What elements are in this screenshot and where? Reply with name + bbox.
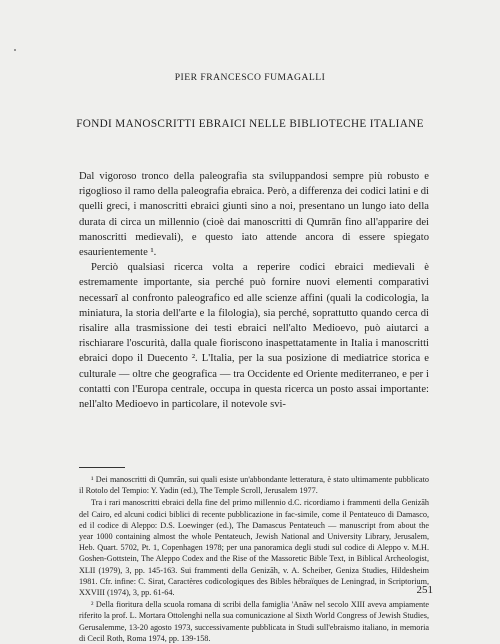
- footnote-separator: [79, 467, 125, 468]
- paragraph: Perciò qualsiasi ricerca volta a reperire codici ebraici medievali è estremamente importante, sia perché può fornire nuovi elementi comparativi necessarî al confronto paleografico ed alle scienze affini (quali la codicologia, la miniatura, la storia dell'arte e la filologia), sia perché, soprattutto quando cerca di risalire alla trasmissione dei testi ebraici nell'alto Medioevo, può aiutarci a rischiarare l'oscurità, dalla quale fioriscono inaspettatamente in Italia i manoscritti ebraici dopo il Duecento ². L'Italia, per la sua posizione di mediatrice storica e culturale — oltre che geografica — tra Occidente ed Oriente mediterraneo, e per i contatti con l'Europa centrale, occupa in questa ricerca un posto assai importante: nell'alto Medioevo in particolare, il notevole svi-: [79, 262, 429, 411]
- page-number: 251: [416, 584, 433, 596]
- footnote: ¹ Dei manoscritti di Qumrān, sui quali esiste un'abbondante letteratura, è stato ultimamente pubblicato il Rotolo del Tempio: Y. Yadin (ed.), The Temple Scroll, Jerusalem 1977.: [79, 475, 429, 496]
- footnote: ² Della fioritura della scuola romana di scribi della famiglia 'Anāw nel secolo XIII aveva ampiamente riferito la prof. L. Mortara Ottolenghi nella sua comunicazione al Sixth World Congress of Jewish Studies, Gerusalemme, 13-20 agosto 1973, successivamente pubblicata in Studi sull'ebraismo italiano, in memoria di Cecil Roth, Roma 1974, pp. 139-158.: [79, 600, 429, 643]
- paper-speck: [14, 49, 16, 51]
- footnotes: [79, 474, 429, 644]
- paragraph: Dal vigoroso tronco della paleografia sta sviluppandosi sempre più robusto e rigoglioso il ramo della paleografia ebraica. Però, a differenza dei codici latini e di quelli greci, i manoscritti ebraici giunti sino a noi, presentano un lungo iato della durata di circa un millennio (cioè dai manoscritti di Qumrān fino all'apparire dei manoscritti medievali), e questo iato attende ancora di essere spiegato esaurientemente ¹.: [79, 171, 429, 259]
- footnote: Tra i rari manoscritti ebraici della fine del primo millennio d.C. ricordiamo i frammenti della Genizāh del Cairo, ed alcuni codici biblici di recente pubblicazione in fac-simile, come il Pentateuco di Damasco, ed il codice di Aleppo: D.S. Loewinger (ed.), The Damascus Pentateuch — manuscript from about the year 1000 containing almost the whole Pentateuch, Jewish National and University Library, Jerusalem, Heb. Quart. 5702, Pt. 1, Copenhagen 1978; per una panoramica degli studi sul codice di Aleppo v. M.H. Goshen-Gottstein, The Aleppo Codex and the Rise of the Massoretic Bible Text, in Biblical Archeologist, XLII (1979), 3, pp. 145-163. Sui frammenti della Genizāh, v. A. Scheiber, Geniza Studies, Hildesheim 1981. Cfr. infine: C. Sirat, Caractères codicologiques des Bibles hébraïques de Leningrad, in Scriptorium, XXVIII (1974), 3, pp. 61-64.: [79, 498, 429, 598]
- author-name: PIER FRANCESCO FUMAGALLI: [174, 72, 326, 83]
- article-title: FONDI MANOSCRITTI EBRAICI NELLE BIBLIOTECHE ITALIANE: [76, 118, 424, 130]
- body-text: [79, 169, 429, 412]
